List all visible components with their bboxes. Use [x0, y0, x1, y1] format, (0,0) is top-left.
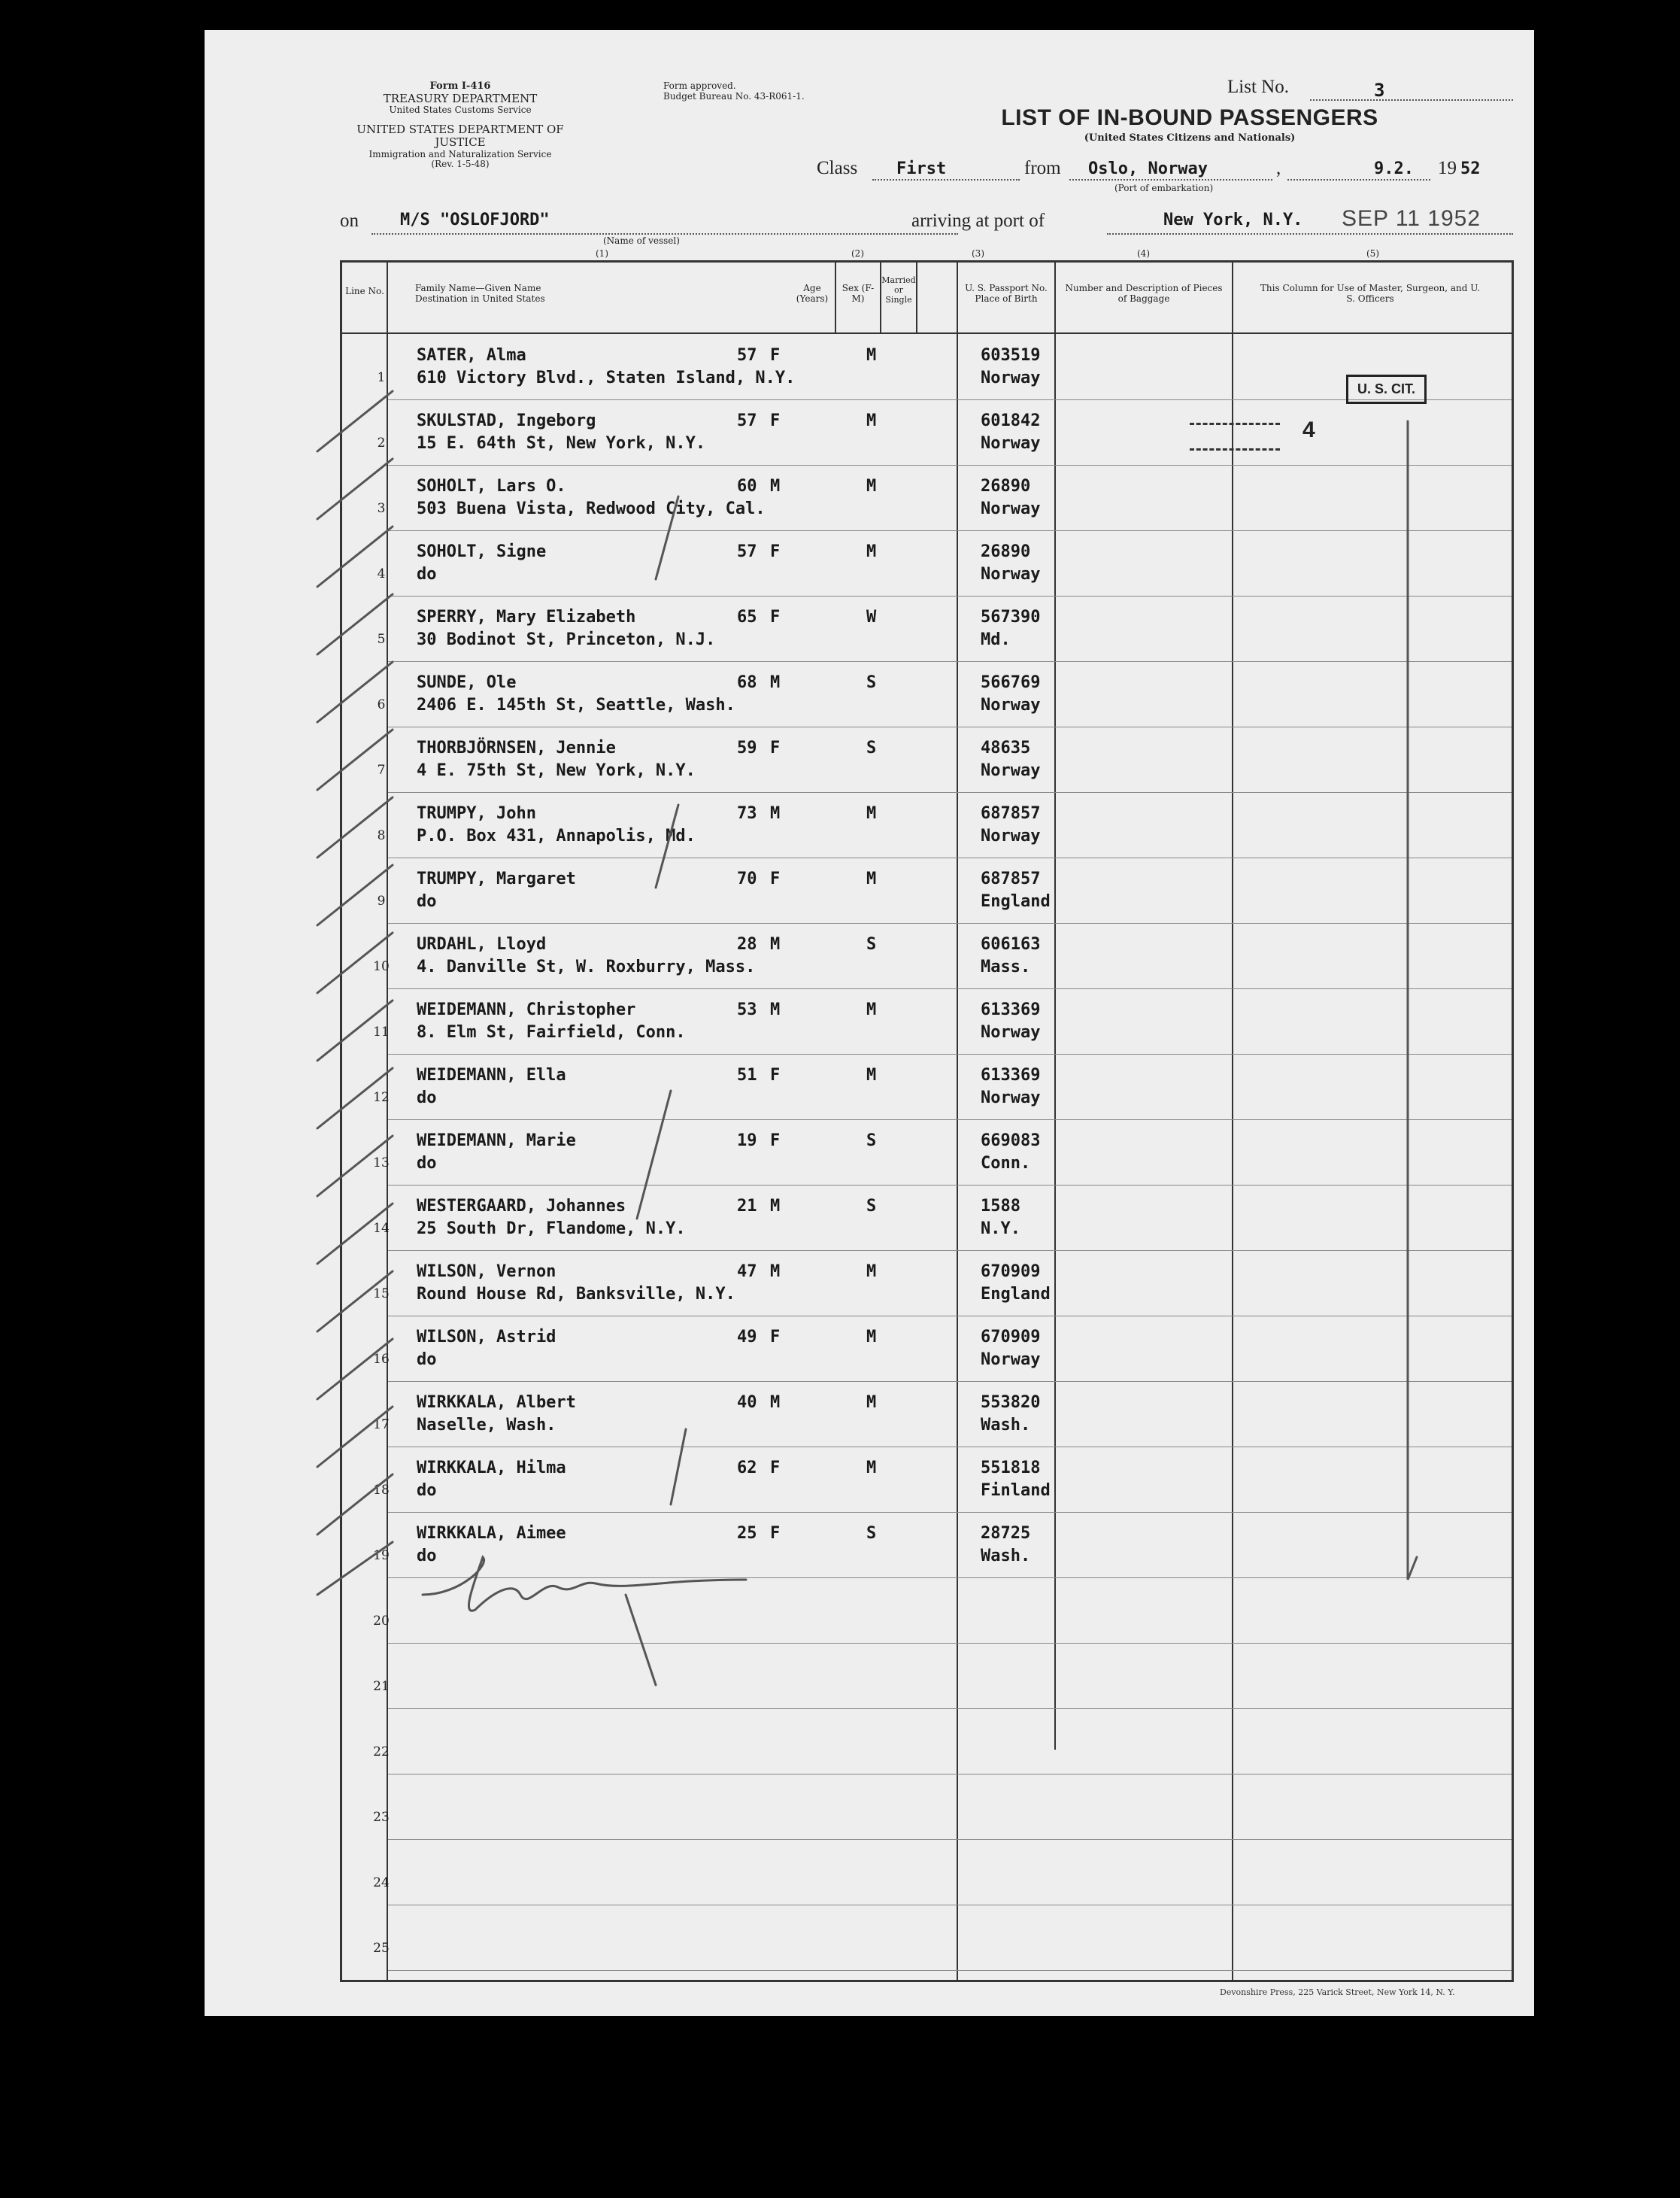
- check-stroke: [317, 730, 393, 790]
- destination: 4. Danville St, W. Roxburry, Mass.: [417, 958, 756, 976]
- line-number: 13: [373, 1155, 390, 1170]
- check-stroke: [626, 1595, 656, 1685]
- marital-status: M: [866, 1000, 877, 1019]
- check-stroke: [317, 662, 393, 722]
- arrival-date-stamp: SEP 11 1952: [1342, 206, 1481, 231]
- birthplace: Norway: [981, 565, 1041, 584]
- list-no-value: 3: [1374, 80, 1385, 101]
- list-no-label: List No.: [1227, 77, 1289, 97]
- birthplace: Norway: [981, 761, 1041, 780]
- sex: M: [770, 935, 781, 954]
- passenger-name: SPERRY, Mary Elizabeth: [417, 608, 636, 627]
- us-citizen-stamp: U. S. CIT.: [1346, 375, 1427, 404]
- marital-status: M: [866, 1328, 877, 1346]
- class-label: Class: [817, 158, 858, 178]
- marital-status: M: [866, 542, 877, 561]
- sex: M: [770, 1197, 781, 1216]
- birthplace: Finland: [981, 1481, 1051, 1500]
- treasury-label: TREASURY DEPARTMENT: [383, 91, 538, 105]
- age: 28: [737, 935, 757, 954]
- tally-line: [1408, 421, 1417, 1580]
- col-passport: U. S. Passport No. Place of Birth: [965, 283, 1048, 305]
- birthplace: England: [981, 892, 1051, 911]
- passenger-name: WEIDEMANN, Ella: [417, 1066, 566, 1085]
- line-number: 24: [373, 1875, 390, 1890]
- passport-number: 606163: [981, 935, 1041, 954]
- destination: do: [417, 1088, 437, 1107]
- destination: 25 South Dr, Flandome, N.Y.: [417, 1219, 686, 1238]
- line-number: 5: [377, 632, 386, 647]
- marital-status: M: [866, 870, 877, 888]
- destination: do: [417, 1154, 437, 1173]
- sex: F: [770, 739, 781, 757]
- birthplace: Norway: [981, 434, 1041, 453]
- marital-status: M: [866, 1262, 877, 1281]
- sex: M: [770, 1393, 781, 1412]
- sex: F: [770, 608, 781, 627]
- arrival-port: New York, N.Y.: [1163, 211, 1303, 229]
- destination: Naselle, Wash.: [417, 1416, 556, 1434]
- marital-status: S: [866, 739, 877, 757]
- check-stroke: [656, 805, 678, 888]
- budget-bureau: Budget Bureau No. 43-R061-1.: [663, 90, 805, 102]
- age: 19: [737, 1131, 757, 1150]
- line-number: 8: [377, 828, 386, 843]
- check-stroke: [317, 1271, 393, 1331]
- birthplace: Norway: [981, 827, 1041, 846]
- birthplace: Norway: [981, 1350, 1041, 1369]
- sex: F: [770, 1328, 781, 1346]
- passport-number: 26890: [981, 542, 1031, 561]
- passport-number: 551818: [981, 1459, 1041, 1477]
- class-value: First: [896, 159, 947, 178]
- destination: P.O. Box 431, Annapolis, Md.: [417, 827, 696, 846]
- vessel-name: M/S "OSLOFJORD": [400, 211, 550, 229]
- age: 70: [737, 870, 757, 888]
- passport-number: 613369: [981, 1066, 1041, 1085]
- vessel-note: (Name of vessel): [603, 235, 680, 246]
- year-suffix: 52: [1460, 159, 1481, 178]
- marital-status: M: [866, 804, 877, 823]
- check-stroke: [317, 1204, 393, 1264]
- passenger-name: URDAHL, Lloyd: [417, 935, 547, 954]
- col-married: Married or Single: [881, 275, 916, 305]
- sex: F: [770, 411, 781, 430]
- line-number: 3: [377, 501, 386, 516]
- passport-number: 28725: [981, 1524, 1031, 1543]
- col-line-no: Line No.: [345, 286, 384, 296]
- passenger-name: WIRKKALA, Albert: [417, 1393, 576, 1412]
- sex: F: [770, 542, 781, 561]
- check-stroke: [637, 1091, 671, 1219]
- destination: 30 Bodinot St, Princeton, N.J.: [417, 630, 716, 649]
- passenger-name: WILSON, Vernon: [417, 1262, 556, 1281]
- line-number: 15: [373, 1286, 390, 1301]
- year-prefix: 19: [1438, 158, 1457, 178]
- marital-status: M: [866, 1066, 877, 1085]
- check-stroke: [656, 496, 678, 579]
- line-number: 16: [373, 1352, 390, 1367]
- passenger-name: THORBJÖRNSEN, Jennie: [417, 739, 616, 757]
- birthplace: Norway: [981, 499, 1041, 518]
- from-label: from: [1024, 158, 1061, 178]
- line-number: 7: [377, 763, 386, 778]
- line-number: 2: [377, 436, 386, 451]
- age: 57: [737, 411, 757, 430]
- birthplace: Norway: [981, 1023, 1041, 1042]
- passport-number: 613369: [981, 1000, 1041, 1019]
- check-stroke: [671, 1429, 686, 1504]
- birthplace: Md.: [981, 630, 1011, 649]
- passport-number: 670909: [981, 1328, 1041, 1346]
- birthplace: Wash.: [981, 1547, 1031, 1565]
- page-title: LIST OF IN-BOUND PASSENGERS: [1001, 105, 1378, 130]
- form-approved: Form approved.: [663, 80, 736, 91]
- passport-number: 687857: [981, 804, 1041, 823]
- passenger-name: WIRKKALA, Hilma: [417, 1459, 566, 1477]
- age: 51: [737, 1066, 757, 1085]
- arriving-label: arriving at port of: [911, 211, 1045, 231]
- destination: do: [417, 892, 437, 911]
- passport-number: 601842: [981, 411, 1041, 430]
- birthplace: Wash.: [981, 1416, 1031, 1434]
- age: 62: [737, 1459, 757, 1477]
- column-2-marker: (2): [851, 248, 864, 259]
- line-number: 4: [377, 566, 386, 581]
- marital-status: S: [866, 673, 877, 692]
- handwritten-signature: [423, 1557, 746, 1611]
- birthplace: N.Y.: [981, 1219, 1020, 1238]
- check-stroke: [317, 1136, 393, 1196]
- sex: M: [770, 804, 781, 823]
- ins-label: Immigration and Naturalization Service: [368, 148, 552, 159]
- sex: M: [770, 1262, 781, 1281]
- check-stroke: [317, 1474, 393, 1535]
- check-stroke: [317, 1000, 393, 1061]
- destination: 15 E. 64th St, New York, N.Y.: [417, 434, 706, 453]
- destination: 610 Victory Blvd., Staten Island, N.Y.: [417, 369, 796, 387]
- passport-number: 670909: [981, 1262, 1041, 1281]
- age: 68: [737, 673, 757, 692]
- check-stroke: [317, 865, 393, 925]
- line-number: 20: [373, 1614, 390, 1629]
- column-1-marker: (1): [596, 248, 608, 259]
- line-number: 14: [373, 1221, 390, 1236]
- destination: do: [417, 565, 437, 584]
- passenger-name: SOHOLT, Lars O.: [417, 477, 566, 496]
- destination: 8. Elm St, Fairfield, Conn.: [417, 1023, 686, 1042]
- sex: M: [770, 673, 781, 692]
- passenger-name: SATER, Alma: [417, 346, 526, 365]
- marital-status: S: [866, 935, 877, 954]
- column-4-marker: (4): [1137, 248, 1150, 259]
- passport-number: 567390: [981, 608, 1041, 627]
- age: 57: [737, 346, 757, 365]
- passenger-name: TRUMPY, John: [417, 804, 536, 823]
- col-baggage: Number and Description of Pieces of Baggage: [1065, 283, 1223, 305]
- passport-number: 26890: [981, 477, 1031, 496]
- passport-number: 669083: [981, 1131, 1041, 1150]
- marital-status: M: [866, 346, 877, 365]
- passenger-name: WESTERGAARD, Johannes: [417, 1197, 626, 1216]
- line-number: 23: [373, 1810, 390, 1825]
- line-number: 25: [373, 1941, 390, 1956]
- col-destination-label: Destination in United States: [415, 293, 545, 305]
- sex: M: [770, 477, 781, 496]
- birthplace: Conn.: [981, 1154, 1031, 1173]
- line-number: 6: [377, 697, 386, 712]
- customs-label: United States Customs Service: [389, 105, 532, 116]
- column-3-marker: (3): [972, 248, 984, 259]
- passenger-name: WEIDEMANN, Marie: [417, 1131, 576, 1150]
- birthplace: Norway: [981, 696, 1041, 715]
- age: 53: [737, 1000, 757, 1019]
- page-subtitle: (United States Citizens and Nationals): [1084, 132, 1296, 144]
- line-number: 11: [373, 1025, 390, 1040]
- destination: do: [417, 1547, 437, 1565]
- birthplace: Mass.: [981, 958, 1031, 976]
- line-number: 1: [377, 370, 386, 385]
- destination: do: [417, 1350, 437, 1369]
- sex: F: [770, 1459, 781, 1477]
- sex: M: [770, 1000, 781, 1019]
- marital-status: S: [866, 1131, 877, 1150]
- check-stroke: [317, 527, 393, 587]
- marital-status: M: [866, 1459, 877, 1477]
- age: 49: [737, 1328, 757, 1346]
- passport-number: 48635: [981, 739, 1031, 757]
- col-sex: Sex (F-M): [842, 283, 875, 305]
- destination: Round House Rd, Banksville, N.Y.: [417, 1285, 735, 1304]
- embarkation-note: (Port of embarkation): [1114, 183, 1214, 193]
- handwritten-marks: [205, 30, 1534, 2016]
- age: 21: [737, 1197, 757, 1216]
- birthplace: England: [981, 1285, 1051, 1304]
- check-stroke: [317, 797, 393, 858]
- embarkation-date: 9.2.: [1374, 159, 1414, 178]
- age: 47: [737, 1262, 757, 1281]
- col-age: Age (Years): [796, 283, 829, 305]
- destination: 4 E. 75th St, New York, N.Y.: [417, 761, 696, 780]
- passenger-name: SUNDE, Ole: [417, 673, 517, 692]
- age: 73: [737, 804, 757, 823]
- passport-number: 566769: [981, 673, 1041, 692]
- sex: F: [770, 1066, 781, 1085]
- line-number: 17: [373, 1417, 390, 1432]
- check-stroke: [317, 594, 393, 654]
- check-stroke: [317, 1407, 393, 1467]
- check-stroke: [317, 391, 393, 451]
- marital-status: S: [866, 1524, 877, 1543]
- line-number: 21: [373, 1679, 390, 1694]
- col-name-label: Family Name—Given Name: [415, 283, 541, 293]
- marital-status: S: [866, 1197, 877, 1216]
- line-number: 12: [373, 1090, 390, 1105]
- sex: F: [770, 1131, 781, 1150]
- marital-status: M: [866, 1393, 877, 1412]
- age: 25: [737, 1524, 757, 1543]
- passenger-name: WILSON, Astrid: [417, 1328, 556, 1346]
- birthplace: Norway: [981, 369, 1041, 387]
- age: 40: [737, 1393, 757, 1412]
- printer-imprint: Devonshire Press, 225 Varick Street, New York 14, N. Y.: [1220, 1987, 1455, 1997]
- passport-number: 603519: [981, 346, 1041, 365]
- check-stroke: [317, 933, 393, 993]
- line-number: 10: [373, 959, 390, 974]
- line-number: 22: [373, 1744, 390, 1759]
- check-stroke: [317, 1068, 393, 1128]
- age: 65: [737, 608, 757, 627]
- col-officers: This Column for Use of Master, Surgeon, and U. S. Officers: [1260, 283, 1481, 305]
- sex: F: [770, 346, 781, 365]
- age: 57: [737, 542, 757, 561]
- destination: 503 Buena Vista, Redwood City, Cal.: [417, 499, 766, 518]
- age: 60: [737, 477, 757, 496]
- passenger-name: SOHOLT, Signe: [417, 542, 547, 561]
- check-stroke: [317, 1542, 393, 1595]
- check-stroke: [317, 459, 393, 519]
- embarkation-port: Oslo, Norway: [1088, 159, 1208, 178]
- justice-label: UNITED STATES DEPARTMENT OF JUSTICE: [356, 123, 564, 150]
- birthplace: Norway: [981, 1088, 1041, 1107]
- passenger-name: SKULSTAD, Ingeborg: [417, 411, 596, 430]
- check-stroke: [317, 1339, 393, 1399]
- baggage-count: 4: [1302, 417, 1315, 442]
- line-number: 9: [377, 894, 386, 909]
- line-number: 19: [373, 1548, 390, 1563]
- marital-status: M: [866, 477, 877, 496]
- sex: F: [770, 870, 781, 888]
- passport-number: 553820: [981, 1393, 1041, 1412]
- form-number: Form I-416: [429, 80, 491, 92]
- on-label: on: [340, 211, 359, 231]
- revision-label: (Rev. 1-5-48): [431, 159, 490, 170]
- passenger-name: TRUMPY, Margaret: [417, 870, 576, 888]
- marital-status: W: [866, 608, 877, 627]
- column-5-marker: (5): [1366, 248, 1379, 259]
- passenger-name: WEIDEMANN, Christopher: [417, 1000, 636, 1019]
- passenger-manifest-page: Form I-416 TREASURY DEPARTMENT United States Customs Service UNITED STATES DEPARTMENT OF JUSTICE Immigration and Naturalization Service (Rev. 1-5-48) Form approved. Budget Bureau No. 43-R061-1. List No. 3 LIST OF IN-BOUND PASSENGERS (United States Citizens and Nationals) Class First from Oslo, Norway (Port of embarkation) , 9.2. 19 52 on M/S "OSLOFJORD" (Name of vessel) (1) arriving at port of New York, N.Y. SEP 11 1952 (2) (3) (4) (5) Line No. Family Name—Given Name Destination in United States Age (Years) Sex (F-M) Married or Single U. S. Passport No. Place of Birth Number and Description of Pieces of Baggage This Column for Use of Master, Surgeon, and U. S. Officers 1 SATER, Alma 610 Victory Blvd., Staten Island, N.Y. 57 F M 603519 Norway 2 SKULSTAD, Ingeborg 15 E. 64th St, New York, N.Y. 57 F M 601842 Norway 3 SOHOLT, Lars O. 503 Buena Vista, Redwood City, Cal. 60 M M 26890 Norway 4 SOHOLT, Signe do 57 F M 26890 Norway 5 SPERRY, Mary Elizabeth 30 Bodinot St, Princeton, N.J. 65 F W 567390 Md. 6 SUNDE, Ole 2406 E. 145th St, Seattle, Wash. 68 M S 566769 Norway 7 THORBJÖRNSEN, Jennie 4 E. 75th St, New York, N.Y. 59 F S 48635 Norway 8 TRUMPY, John P.O. Box 431, Annapolis, Md. 73 M M 687857 Norway 9 TRUMPY, Margaret do 70 F M 687857 England 10 URDAHL, Lloyd 4. Danville St, W. Roxburry, Mass. 28 M S 606163 Mass. 11 WEIDEMANN, Christopher 8. Elm St, Fairfield, Conn. 53 M M 613369 Norway 12 WEIDEMANN, Ella do 51 F M 613369 Norway 13 WEIDEMANN, Marie do 19 F S 669083 Conn. 14 WESTERGAARD, Johannes 25 South Dr, Flandome, N.Y. 21 M S 1588 N.Y. 15 WILSON, Vernon Round House Rd, Banksville, N.Y. 47 M M 670909 England 16 WILSON, Astrid do 49 F M 670909 Norway 17 WIRKKALA, Albert Naselle, Wash. 40 M M 553820 Wash. 18 WIRKKALA, Hilma do 62 F M 551818 Finland 19 WIRKKALA, Aimee do 25 F S 28725 Wash. 20 21 22 23 24 25 U. S. CIT. 4 Devonshire Press, 225 Varick Street, New York 14, N. Y.: [205, 30, 1534, 2016]
- line-number: 18: [373, 1483, 390, 1498]
- passport-number: 687857: [981, 870, 1041, 888]
- passport-number: 1588: [981, 1197, 1020, 1216]
- marital-status: M: [866, 411, 877, 430]
- passenger-name: WIRKKALA, Aimee: [417, 1524, 566, 1543]
- destination: 2406 E. 145th St, Seattle, Wash.: [417, 696, 735, 715]
- age: 59: [737, 739, 757, 757]
- sex: F: [770, 1524, 781, 1543]
- destination: do: [417, 1481, 437, 1500]
